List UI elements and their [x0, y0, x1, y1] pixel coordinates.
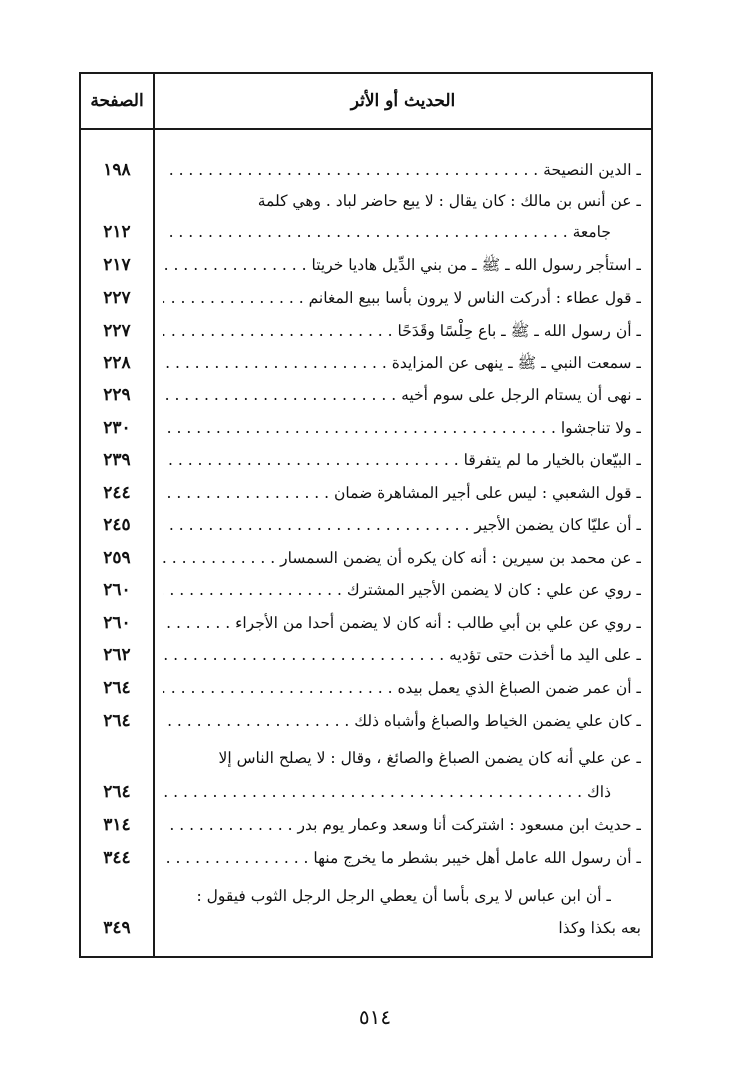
index-row [81, 842, 651, 875]
entry-page: ٢٤٤ [103, 483, 131, 503]
entry-text: ـ عن محمد بن سيرين : أنه كان يكره أن يضمن السمسار . . . [163, 542, 641, 575]
entry-text: ـ أن عليّا كان يضمن الأجير . . . [163, 509, 641, 542]
entry-page: ٢٢٨ [103, 353, 131, 373]
index-row [81, 705, 651, 738]
entry-text: ـ قول عطاء : أدركت الناس لا يرون بأسا ببيع المغانم . . . [163, 282, 641, 315]
header-page-column: الصفحة [90, 91, 144, 111]
entry-text: ـ على اليد ما أخذت حتى تؤديه . . . [163, 639, 641, 672]
entry-page: ٣٤٩ [103, 918, 131, 938]
index-row [81, 776, 651, 809]
entry-text: ـ البيّعان بالخيار ما لم يتفرقا . . . [163, 444, 641, 477]
entry-text: بعه بكذا وكذا [558, 919, 641, 937]
entry-text: ـ أن ابن عباس لا يرى بأسا أن يعطي الرجل الرجل الثوب فيقول : [196, 887, 611, 905]
entry-text: ـ عن أنس بن مالك : كان يقال : لا يبع حاضر لباد . وهي كلمة [257, 192, 641, 210]
entry-text: ـ روي عن علي بن أبي طالب : أنه كان لا يضمن أحدا من الأجراء . . . [163, 607, 641, 640]
entry-text: ـ نهى أن يستام الرجل على سوم أخيه . . . [163, 379, 641, 412]
entry-page: ٢٣٩ [103, 450, 131, 470]
index-row [81, 249, 651, 282]
entry-text: ـ سمعت النبي ـ ﷺ ـ ينهى عن المزايدة . . . [163, 347, 641, 380]
entry-page [81, 185, 153, 218]
entry-page: ٢٢٧ [103, 288, 131, 308]
entry-page: ٢٤٥ [103, 515, 131, 535]
index-row [81, 542, 651, 575]
index-row [81, 379, 651, 412]
entry-page: ٢١٧ [103, 255, 131, 275]
entry-text: ذاك . . . [163, 776, 611, 809]
entry-text: ـ حديث ابن مسعود : اشتركت أنا وسعد وعمار يوم بدر . . . [163, 809, 641, 842]
page-number: ٥١٤ [358, 1005, 392, 1029]
entry-page: ٢٦٠ [103, 580, 131, 600]
entry-page [81, 880, 153, 913]
entry-page: ٣١٤ [103, 815, 131, 835]
entry-text: ـ كان علي يضمن الخياط والصباغ وأشباه ذلك . . . [163, 705, 641, 738]
index-row [81, 477, 651, 510]
hadith-index-table [79, 72, 653, 958]
entry-page: ٢١٢ [103, 222, 131, 242]
index-row [81, 216, 651, 249]
entry-page: ٢٦٢ [103, 645, 131, 665]
index-row [81, 809, 651, 842]
index-row [81, 509, 651, 542]
entry-text: جامعة . . . [163, 216, 611, 249]
index-row [81, 154, 651, 187]
entry-page: ٢٣٠ [103, 418, 131, 438]
entry-page: ٢٦٠ [103, 613, 131, 633]
index-row [81, 412, 651, 445]
entry-text: ـ روي عن علي : كان لا يضمن الأجير المشترك . . . [163, 574, 641, 607]
entry-text: ـ استأجر رسول الله ـ ﷺ ـ من بني الدِّيل هاديا خريتا . . . [163, 249, 641, 282]
index-row [81, 315, 651, 348]
index-row [81, 185, 651, 218]
entry-text: ـ قول الشعبي : ليس على أجير المشاهرة ضمان . . . [163, 477, 641, 510]
index-row [81, 282, 651, 315]
entry-text: ـ أن عمر ضمن الصباغ الذي يعمل بيده . . . [163, 672, 641, 705]
index-row [81, 574, 651, 607]
index-row [81, 639, 651, 672]
entry-page: ٣٤٤ [103, 848, 131, 868]
index-row [81, 880, 651, 913]
entry-text: ـ أن رسول الله عامل أهل خيبر بشطر ما يخرج منها . . . [163, 842, 641, 875]
entry-page: ٢٦٤ [103, 711, 131, 731]
entry-text: ـ الدين النصيحة . . . [163, 154, 641, 187]
entry-page: ٢٦٤ [103, 678, 131, 698]
entry-page: ١٩٨ [103, 160, 131, 180]
index-row [81, 912, 651, 945]
header-divider [81, 128, 651, 130]
entry-page: ٢٢٩ [103, 385, 131, 405]
index-row [81, 672, 651, 705]
index-row [81, 347, 651, 380]
entry-text: ـ أن رسول الله ـ ﷺ ـ باع حِلْسًا وقَدَحًا . . . [163, 315, 641, 348]
index-row [81, 444, 651, 477]
index-row [81, 742, 651, 775]
entry-page: ٢٦٤ [103, 782, 131, 802]
index-row [81, 607, 651, 640]
entry-page: ٢٢٧ [103, 321, 131, 341]
entry-text: ـ عن علي أنه كان يضمن الصباغ والصائغ ، وقال : لا يصلح الناس إلا [218, 749, 641, 767]
entry-page: ٢٥٩ [103, 548, 131, 568]
entry-text: ـ ولا تناجشوا . . . [163, 412, 641, 445]
entry-page [81, 742, 153, 775]
header-text-column: الحديث أو الأثر [350, 91, 456, 111]
